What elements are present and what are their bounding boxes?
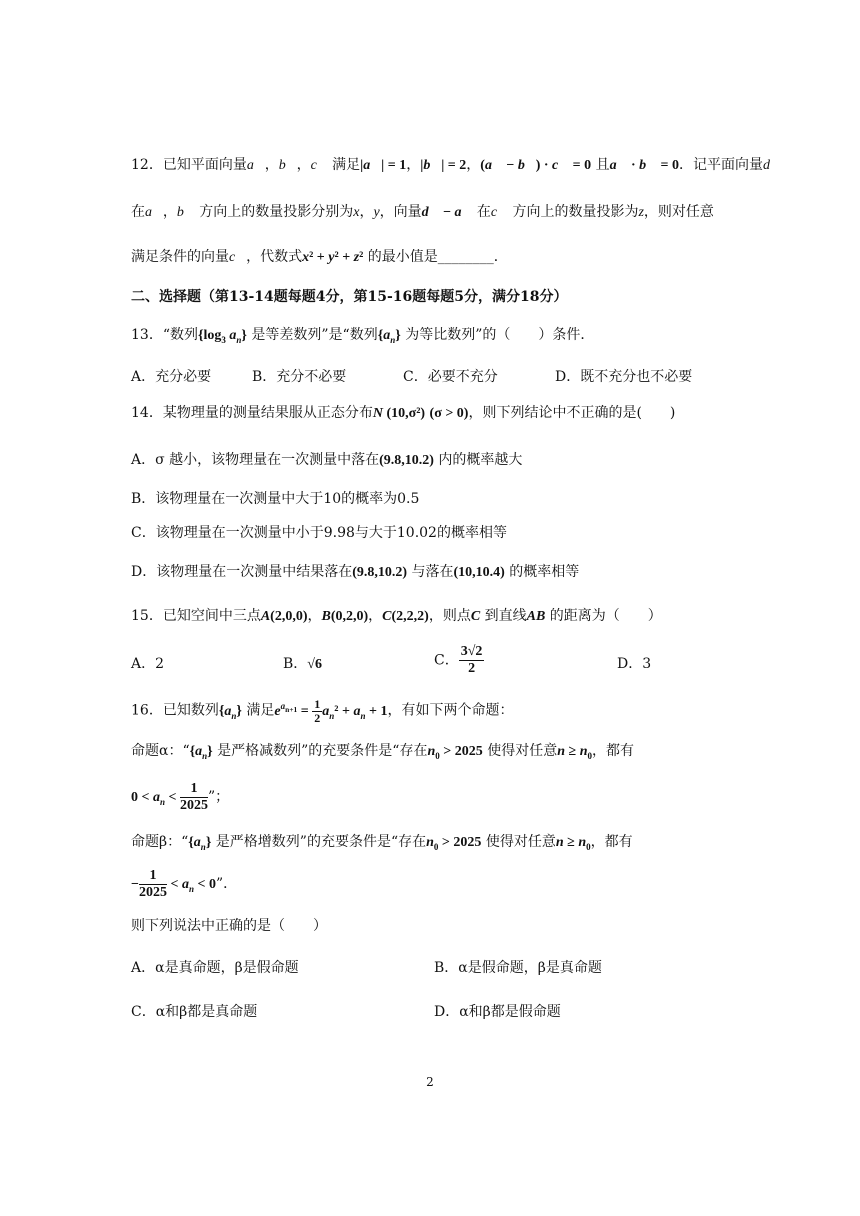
q13-option-a: A．充分必要 [131,369,212,385]
q15-option-b: B．√6 [283,656,322,672]
q15-option-d: D．3 [617,656,652,672]
q16-beta-line-2: − $\frac{1}{2025}$ < $a_n < 0$”． [131,867,238,900]
page-number: 2 [426,1075,434,1089]
q13-option-d: D．既不充分也不必要 [555,369,693,385]
q14-option-d: D．该物理量在一次测量中结果落在(9.8,10.2) 与落在(10,10.4) 的概率相等 [131,564,580,580]
q14-option-c: C．该物理量在一次测量中小于9.98与大于10.02的概率相等 [131,525,507,541]
q14-stem: 14．某物理量的测量结果服从正态分布N (10,σ²) (σ > 0)，则下列结论中不正确的是( ) [131,405,676,421]
q16-beta-line-1: 命题β：“$\{a_n\}$ 是严格增数列”的充要条件是“存在$n_0 > 2025$ 使得对任意$n \ge n_0$，都有 [131,834,633,852]
q16-ask: 则下列说法中正确的是（ ） [131,918,327,934]
q16-option-c: C．α和β都是真命题 [131,1004,258,1020]
q12-line-3: 满足条件的向量c⃗，代数式x² + y² + z² 的最小值是________． [131,249,508,265]
q15-option-c: C． $\frac{3√2}{2}$ [434,644,483,676]
q12-line-1: 12．已知平面向量a⃗，b⃗，c⃗ 满足|a⃗| = 1，|b⃗| = 2，(a⃗ − b⃗) · c⃗ = 0 且a⃗ · b⃗ = 0．记平面向量d⃗ [131,157,781,173]
q16-stem: 16．已知数列$\{a_n\}$ 满足$e^{a_{n+1}}$ = $\frac{1}{2}$ $a_n^2 + a_n + 1$，有如下两个命题： [131,696,514,725]
q13-stem: 13．“数列{$\log_3$ $a_n$} 是等差数列”是“数列$\{a_n\}$ 为等比数列”的（ ）条件． [131,327,595,345]
q16-option-a: A．α是真命题，β是假命题 [131,960,299,976]
q15-option-a: A．2 [131,656,165,672]
q16-alpha-line-2: $0 < a_n$ < $\frac{1}{2025}$ ”； [131,780,230,813]
q16-option-b: B．α是假命题，β是真命题 [434,960,602,976]
q16-option-d: D．α和β都是假命题 [434,1004,561,1020]
q13-option-b: B．充分不必要 [252,369,347,385]
q14-option-a: A．σ 越小，该物理量在一次测量中落在(9.8,10.2) 内的概率越大 [131,452,523,468]
q15-stem: 15．已知空间中三点A(2,0,0)，B(0,2,0)，C(2,2,2)，则点C 到直线AB 的距离为（ ） [131,608,662,624]
q12-line-2: 在a⃗，b⃗ 方向上的数量投影分别为x，y，向量d⃗ − a⃗ 在c⃗ 方向上的数量投影为z，则对任意 [131,204,714,220]
q14-option-b: B．该物理量在一次测量中大于10的概率为0.5 [131,491,420,507]
q16-alpha-line-1: 命题α：“$\{a_n\}$ 是严格减数列”的充要条件是“存在$n_0 > 2025$ 使得对任意$n \ge n_0$，都有 [131,743,634,761]
q13-option-c: C．必要不充分 [403,369,498,385]
section-heading: 二、选择题（第13-14题每题4分，第15-16题每题5分，满分18分） [131,289,568,305]
